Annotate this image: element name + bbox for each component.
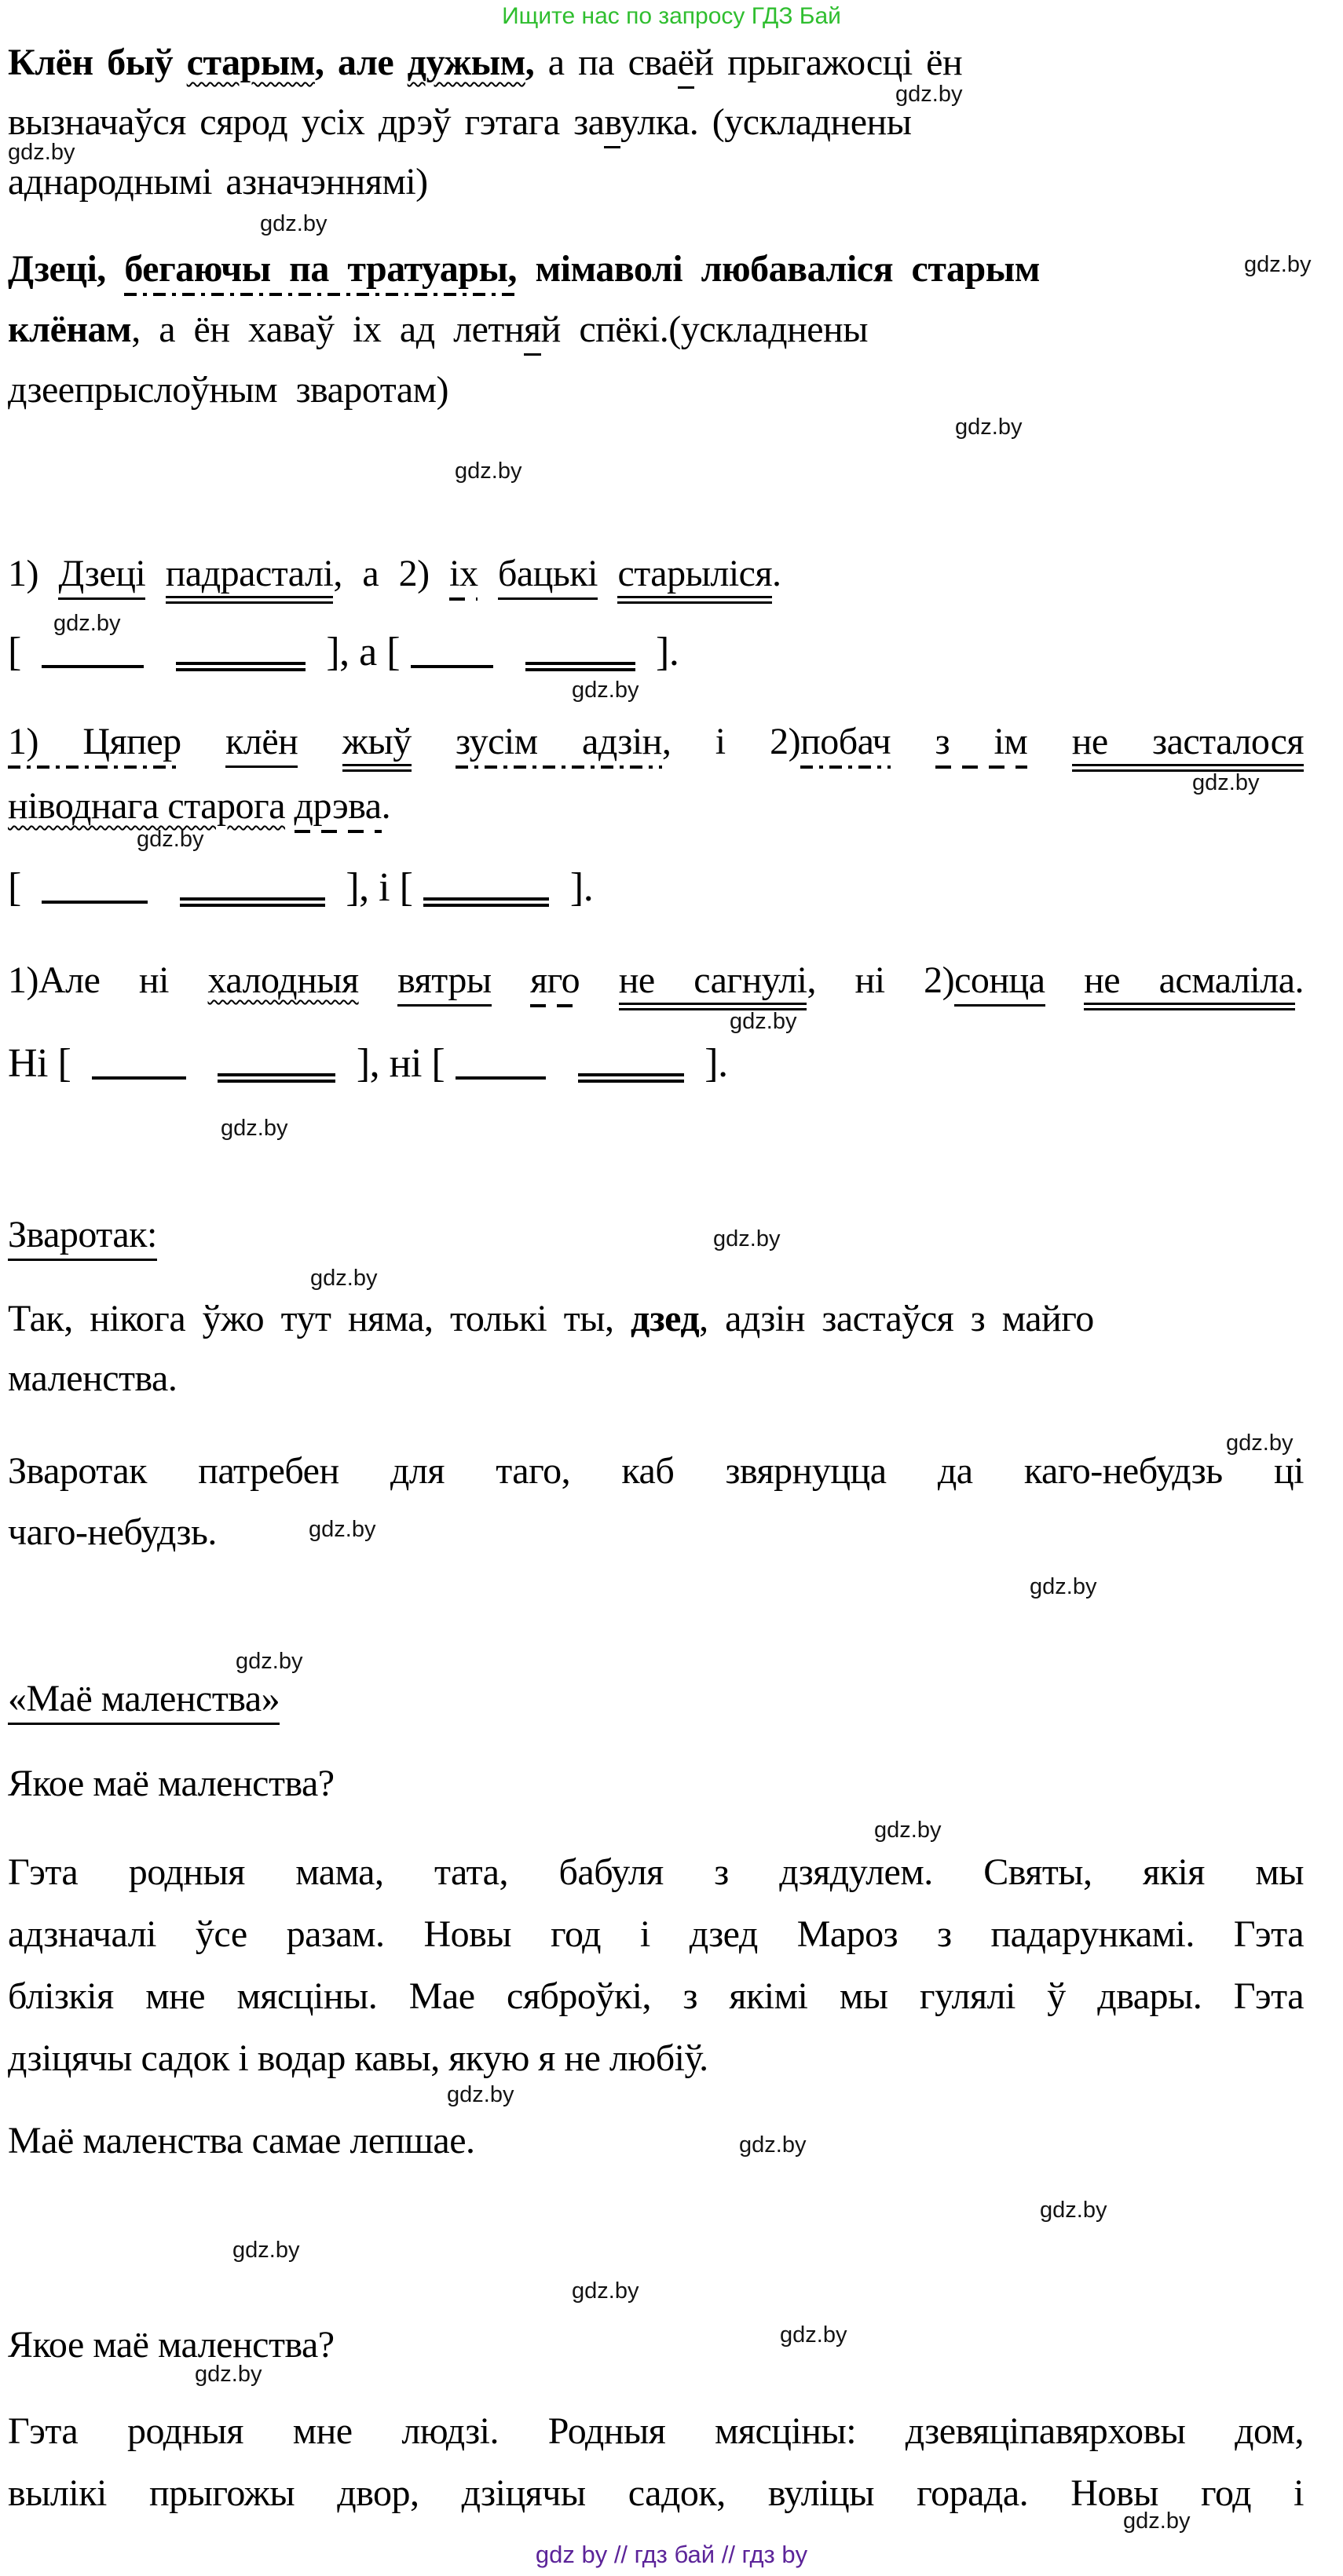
text-segment: вятры [397, 959, 491, 1007]
text-segment: халодныя [207, 959, 359, 1001]
watermark: gdz.by [1030, 1574, 1097, 1599]
paragraph-kljon [8, 33, 1312, 212]
text-line [8, 624, 1312, 681]
text-segment [285, 785, 295, 827]
text-line [8, 1754, 1312, 1814]
scheme-blank-subject-line [42, 659, 144, 668]
text-line [8, 1965, 1304, 2027]
text-segment: сонца [954, 959, 1045, 1007]
text-segment [145, 553, 166, 594]
text-segment [478, 553, 498, 594]
text-segment [504, 630, 514, 674]
text-segment: ніводнага старога [8, 785, 286, 827]
text-segment: 1) Цяпер [8, 721, 181, 769]
heading-zvarotak [8, 1205, 1312, 1265]
text-segment [359, 959, 398, 1001]
text-segment: й прыгажосці ён [693, 42, 963, 83]
text-segment: не засталося [1072, 721, 1304, 772]
text-segment: , адзін застаўся з майго [699, 1298, 1094, 1339]
text-segment: Гэта родныя мне людзі. Родныя мясціны: дзевяціпавярховы дом, [8, 2410, 1304, 2452]
text-segment: яго [530, 959, 580, 1007]
watermark: gdz.by [739, 2132, 807, 2158]
question-1 [8, 1754, 1312, 1814]
text-line [8, 1441, 1304, 1502]
scheme-blank-subject-line [411, 659, 493, 668]
text-line [8, 239, 1312, 299]
scheme-blank-predicate-line [525, 660, 635, 671]
text-segment: дзед [631, 1298, 700, 1339]
promo-banner: Ищите нас по запросу ГДЗ Бай [502, 3, 841, 29]
text-segment: й спёкі.(ускладнены [540, 309, 868, 350]
text-line [8, 1841, 1304, 1903]
scheme-3 [8, 1036, 1312, 1092]
heading-mae-malenstva [8, 1669, 1312, 1729]
text-segment: , і 2) [661, 721, 801, 762]
text-line [8, 152, 1312, 212]
text-segment: бегаючы па тратуары, [124, 248, 517, 296]
text-line [8, 543, 1312, 605]
text-segment: з ім [935, 721, 1028, 769]
text-segment [1045, 959, 1085, 1001]
text-line [8, 360, 1312, 420]
text-segment: старым [186, 42, 316, 83]
text-segment [557, 1041, 567, 1086]
text-segment: не сагнулі [619, 959, 807, 1010]
text-segment: вылікі прыгожы двор, дзіцячы садок, вуліцы горада. Новы год і [8, 2472, 1304, 2514]
watermark: gdz.by [309, 1517, 376, 1542]
text-segment: Гэта родныя мама, тата, бабуля з дзядулем. Святы, якія мы [8, 1851, 1304, 1893]
text-segment [298, 721, 342, 762]
watermark: gdz.by [1244, 252, 1312, 277]
paragraph-essay-1-conclusion [8, 2111, 1312, 2171]
watermark: gdz.by [447, 2082, 514, 2107]
text-segment: дрэва [295, 785, 382, 833]
watermark: gdz.by [236, 1649, 303, 1674]
text-line [8, 860, 1312, 916]
footer-watermark: gdz by // гдз бай // гдз by [535, 2541, 808, 2568]
text-segment: жыў [342, 721, 412, 772]
watermark: gdz.by [232, 2238, 300, 2263]
text-segment: дужым [407, 42, 525, 83]
text-segment: Зваротак патребен для таго, каб звярнуцца да каго-небудзь ці [8, 1450, 1304, 1492]
watermark: gdz.by [1123, 2508, 1191, 2534]
watermark: gdz.by [713, 1226, 781, 1251]
watermark: gdz.by [572, 2278, 639, 2304]
text-segment: Так, нікога ўжо тут няма, толькі ты, [8, 1298, 631, 1339]
watermark: gdz.by [455, 459, 522, 484]
paragraph-dzeci [8, 239, 1312, 420]
text-segment: 1)Але ні [8, 959, 208, 1001]
scheme-blank-predicate-line [176, 660, 306, 671]
text-segment [598, 553, 618, 594]
text-segment: вызначаўся сярод усіх дрэў гэтага за [8, 101, 605, 143]
text-segment: , а ён хаваў іх ад летн [131, 309, 525, 350]
text-segment: ], а [ [316, 630, 401, 674]
text-segment: ё [678, 42, 694, 89]
text-segment: в [604, 101, 620, 148]
text-line [8, 710, 1304, 774]
text-segment: Клён быў [8, 42, 187, 83]
text-line [8, 1289, 1312, 1349]
text-segment: [ [8, 630, 31, 674]
text-segment: . [381, 785, 391, 827]
text-segment: не асмаліла [1084, 959, 1294, 1010]
text-segment [1027, 721, 1071, 762]
text-segment: клёнам [8, 309, 132, 350]
watermark: gdz.by [730, 1009, 797, 1034]
watermark: gdz.by [895, 82, 963, 107]
scheme-blank-subject-line [92, 1070, 186, 1080]
text-line [8, 1349, 1312, 1409]
watermark: gdz.by [955, 415, 1023, 440]
text-line [8, 1903, 1304, 1965]
text-line [8, 2462, 1304, 2524]
text-segment: Зваротак: [8, 1214, 157, 1261]
text-segment: адзначалі ўсе разам. Новы год і дзед Мароз з падарункамі. Гэта [8, 1913, 1304, 1955]
sentence-scheme-source-2 [8, 710, 1304, 839]
text-line [8, 1502, 1304, 1563]
watermark: gdz.by [780, 2322, 847, 2348]
text-segment: ]. [646, 630, 679, 674]
scheme-blank-predicate-line [423, 896, 549, 907]
paragraph-zvarotak-example [8, 1289, 1312, 1409]
text-line [8, 1669, 1312, 1729]
text-segment: , ні 2) [807, 959, 955, 1001]
text-segment: Якое маё маленства? [8, 1763, 335, 1804]
text-segment: улка. (ускладнены [620, 101, 912, 143]
text-segment: аднароднымі азначэннямі) [8, 161, 428, 203]
text-segment: , [315, 42, 324, 83]
text-segment: ], і [ [335, 865, 413, 910]
watermark: gdz.by [1192, 770, 1260, 795]
text-segment [197, 1041, 207, 1086]
text-segment [181, 721, 225, 762]
watermark: gdz.by [53, 611, 121, 636]
watermark: gdz.by [260, 211, 328, 236]
text-segment [580, 959, 619, 1001]
text-segment: але [338, 42, 408, 83]
text-segment: «Маё маленства» [8, 1678, 280, 1725]
text-line [8, 2111, 1312, 2171]
text-segment [324, 42, 338, 83]
text-segment: старыліся [617, 553, 772, 604]
text-segment: , а 2) [333, 553, 450, 594]
text-line [8, 1205, 1312, 1265]
paragraph-zvarotak-definition [8, 1441, 1304, 1563]
text-segment: , [525, 42, 535, 83]
watermark: gdz.by [874, 1818, 942, 1843]
text-segment: маленства. [8, 1357, 177, 1399]
text-segment: 1) [8, 553, 59, 594]
watermark: gdz.by [310, 1266, 378, 1291]
scheme-blank-subject-line [42, 894, 148, 904]
scheme-2 [8, 860, 1312, 916]
sentence-scheme-source-1 [8, 543, 1312, 605]
scheme-blank-predicate-line [578, 1072, 684, 1083]
text-segment: а па сва [534, 42, 678, 83]
scheme-1 [8, 624, 1312, 681]
text-segment: Якое маё маленства? [8, 2324, 335, 2366]
text-line [8, 948, 1304, 1013]
sentence-scheme-source-3 [8, 948, 1304, 1013]
text-segment: бацькі [498, 553, 598, 600]
text-line [8, 33, 1312, 93]
text-segment [492, 959, 531, 1001]
text-segment: Дзеці, [8, 248, 125, 290]
text-segment: ]. [694, 1041, 728, 1086]
text-segment: блізкія мне мясціны. Мае сяброўкі, з якімі мы гулялі ў двары. Гэта [8, 1975, 1304, 2017]
text-segment: ]. [560, 865, 594, 910]
text-segment: [ [8, 865, 31, 910]
watermark: gdz.by [8, 140, 75, 165]
text-segment: дзіцячы садок і водар кавы, якую я не любіў. [8, 2037, 708, 2079]
text-line [8, 1036, 1312, 1092]
text-segment: Ні [ [8, 1041, 81, 1086]
text-segment: іх [449, 553, 478, 601]
text-line [8, 93, 1312, 152]
text-segment: я [524, 309, 541, 356]
text-segment: . [1294, 959, 1305, 1001]
text-segment: клён [225, 721, 298, 768]
text-segment: зусім адзін [456, 721, 662, 769]
paragraph-essay-2 [8, 2400, 1304, 2524]
text-segment: дзеепрыслоўным зваротам) [8, 369, 448, 411]
text-segment: ], ні [ [346, 1041, 445, 1086]
text-segment: падрасталі [166, 553, 334, 604]
text-segment: Дзеці [58, 553, 145, 600]
watermark: gdz.by [1226, 1431, 1294, 1456]
text-segment: . [772, 553, 781, 594]
text-segment: Маё маленства самае лепшае. [8, 2120, 475, 2161]
text-segment [159, 865, 169, 910]
text-line [8, 2400, 1304, 2462]
watermark: gdz.by [137, 827, 204, 852]
watermark: gdz.by [221, 1116, 288, 1141]
text-segment: побач [800, 721, 891, 769]
text-line [8, 2027, 1304, 2089]
scheme-blank-predicate-line [218, 1072, 335, 1083]
text-segment [155, 630, 165, 674]
watermark: gdz.by [1040, 2198, 1107, 2223]
text-segment: чаго-небудзь. [8, 1511, 217, 1553]
paragraph-essay-1 [8, 1841, 1304, 2089]
text-segment [891, 721, 935, 762]
text-segment: мімаволі любаваліся старым [516, 248, 1040, 290]
text-segment [412, 721, 456, 762]
scheme-blank-predicate-line [180, 896, 325, 907]
text-line [8, 299, 1312, 360]
scheme-blank-subject-line [456, 1070, 546, 1080]
watermark: gdz.by [572, 678, 639, 703]
watermark: gdz.by [195, 2362, 262, 2387]
